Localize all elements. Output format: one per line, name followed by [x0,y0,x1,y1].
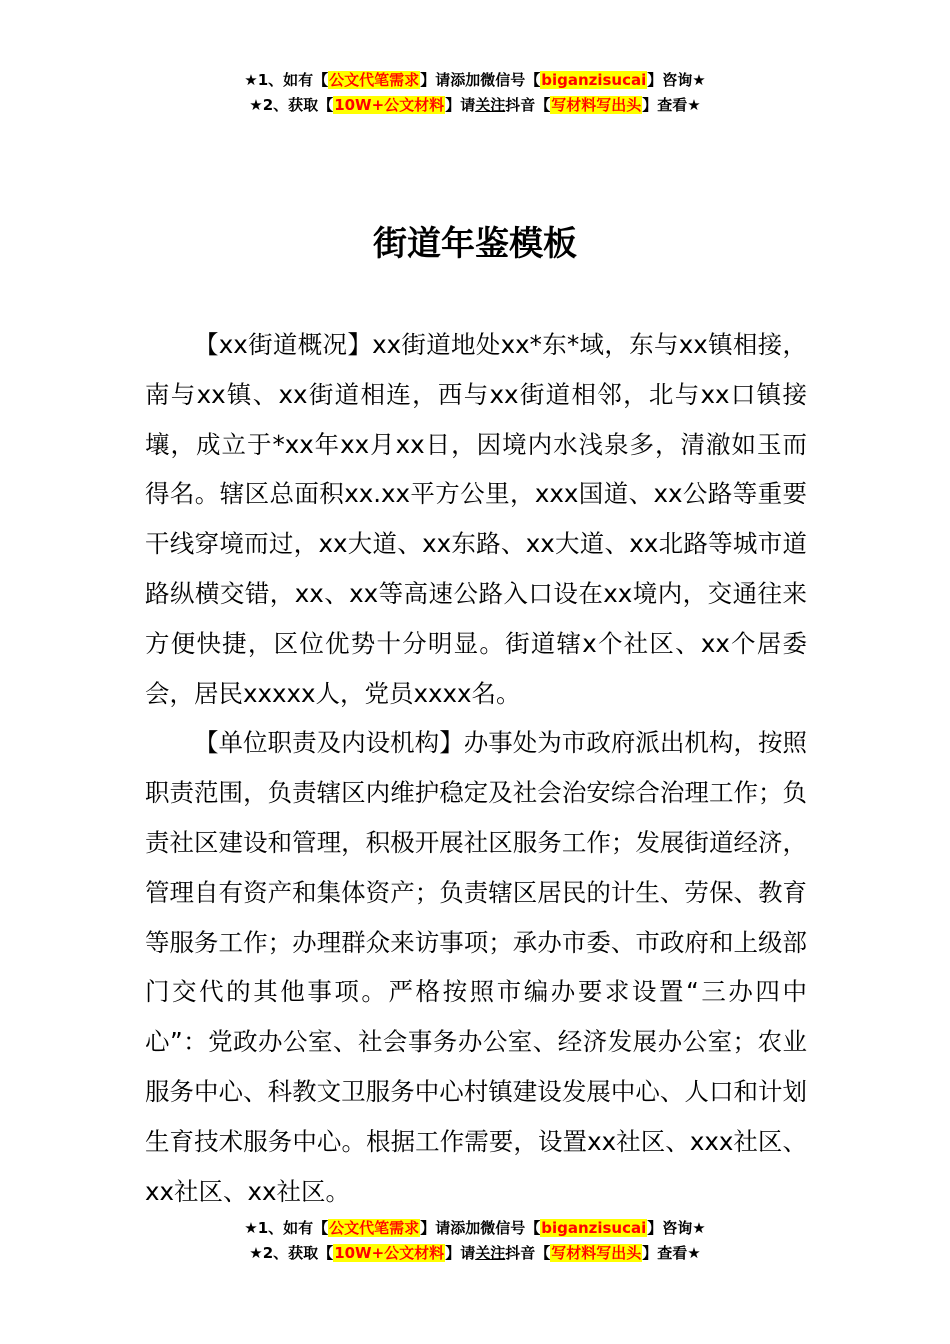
banner-text: 】请添加微信号【 [420,71,541,89]
banner-text: 】请 [445,96,476,114]
header-banner [0,68,950,118]
underlined-follow: 关注 [475,1244,506,1262]
banner-line-2 [0,93,950,118]
banner-text: 抖音【 [505,96,551,114]
banner-text: 】查看★ [642,1244,701,1262]
banner-text: ★2、获取【 [249,1244,334,1262]
banner-text: 】咨询★ [647,1219,706,1237]
underlined-follow: 关注 [475,96,506,114]
document-body [145,320,807,1216]
highlight-ghostwriting: 公文代笔需求 [329,1219,420,1237]
highlight-wechat-id: biganzisucai [541,71,647,89]
banner-text: 】请 [445,1244,476,1262]
highlight-materials: 10W+公文材料 [334,96,445,114]
document-title: 街道年鉴模板 [373,224,577,264]
banner-text: 】咨询★ [647,71,706,89]
paragraph-overview: 【xx街道概况】xx街道地处xx*东*域，东与xx镇相接，南与xx镇、xx街道相连，西与xx街道相邻，北与xx口镇接壤，成立于*xx年xx月xx日，因境内水浅泉多，清澈如玉而得名。辖区总面积xx.xx平方公里，xxx国道、xx公路等重要干线穿境而过，xx大道、xx东路、xx大道、xx北路等城市道路纵横交错，xx、xx等高速公路入口设在xx境内，交通往来方便快捷，区位优势十分明显。街道辖x个社区、xx个居委会，居民xxxxx人，党员xxxx名。 [145,330,807,708]
footer-banner [0,1216,950,1266]
highlight-materials: 10W+公文材料 [334,1244,445,1262]
banner-text: 抖音【 [505,1244,551,1262]
banner-line-1 [0,68,950,93]
highlight-ghostwriting: 公文代笔需求 [329,71,420,89]
banner-text: ★1、如有【 [244,71,329,89]
highlight-douyin-account: 写材料写出头 [551,1244,642,1262]
paragraph-duties: 【单位职责及内设机构】办事处为市政府派出机构，按照职责范围，负责辖区内维护稳定及社会治安综合治理工作；负责社区建设和管理，积极开展社区服务工作；发展街道经济，管理自有资产和集体资产；负责辖区居民的计生、劳保、教育等服务工作；办理群众来访事项；承办市委、市政府和上级部门交代的其他事项。严格按照市编办要求设置“三办四中心”：党政办公室、社会事务办公室、经济发展办公室；农业服务中心、科教文卫服务中心村镇建设发展中心、人口和计划生育技术服务中心。根据工作需要，设置xx社区、xxx社区、xx社区、xx社区。 [145,728,807,1206]
banner-text: ★1、如有【 [244,1219,329,1237]
highlight-douyin-account: 写材料写出头 [551,96,642,114]
banner-line-1 [0,1216,950,1241]
banner-text: ★2、获取【 [249,96,334,114]
highlight-wechat-id: biganzisucai [541,1219,647,1237]
banner-text: 】请添加微信号【 [420,1219,541,1237]
banner-line-2 [0,1241,950,1266]
banner-text: 】查看★ [642,96,701,114]
